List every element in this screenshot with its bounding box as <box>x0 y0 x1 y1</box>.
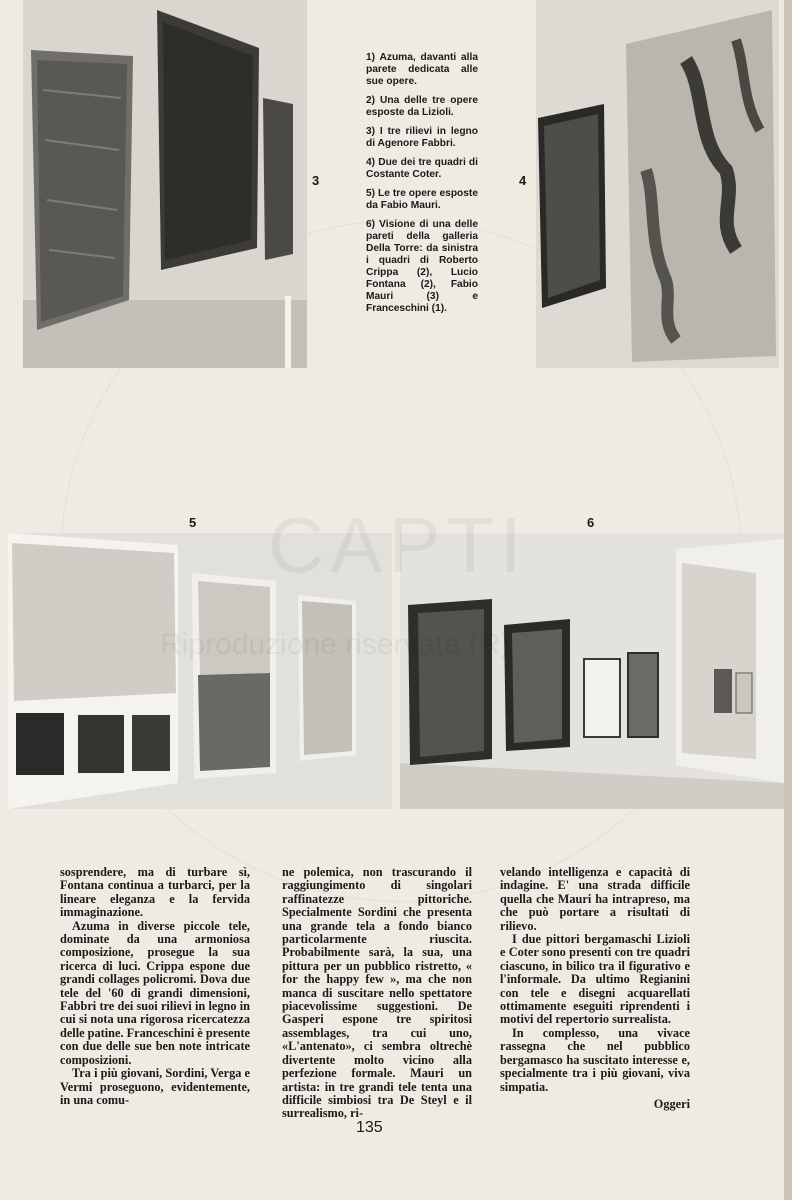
figure-number-4: 4 <box>519 173 527 188</box>
watermark-subtext: Riproduzione riservata (R) <box>160 628 511 661</box>
col1-paragraph-1: sosprendere, ma di turbare sì, Fontana continua a turbarci, per la lineare eleganza e la fervida immaginazione. <box>60 865 250 920</box>
figure-number-6: 6 <box>587 515 595 530</box>
photo-3-fabbri-reliefs <box>23 0 307 368</box>
col3-paragraph-3: In complesso, una vivace rassegna che nel pubblico bergamasco ha suscitato interesse e, specialmente tra i più giovani, viva simpatia. <box>500 1025 690 1094</box>
article-column-1 <box>60 866 250 1107</box>
col2-paragraph-1: ne polemica, non trascurando il raggiungimento di singolari raffinatezze pittoriche. Specialmente Sordini che presenta una grande tela a fondo bianco particolarmente riuscita. Probabilmente sarà, la sua, una pittura per un pubblico ristretto, « for the happy few », ma che non manca di suscitare nello spettatore piacevolissime suggestioni. De Gasperi espone tre spiritosi assemblages, tra cui uno, «L'antenato», ci sembra oltrechè divertente molto vicino alla perfezione formale. Mauri un artista: in tre grandi tele tenta una difficile simbiosi tra De Steyl e il surrealismo, ri- <box>282 865 472 1121</box>
photo-3-image <box>23 0 307 368</box>
photo-captions <box>366 52 478 322</box>
col3-paragraph-2: I due pittori bergamaschi Lizioli e Coter sono presenti con tre quadri ciascuno, in bilico tra il figurativo e l'informale. Da ultimo Regianini con tele e disegni acquarellati ottimamente eseguiti riprendenti i motivi del repertorio surrealista. <box>500 932 690 1027</box>
author-signature: Oggeri <box>653 1096 690 1111</box>
caption-1: 1) Azuma, davanti alla parete dedicata alle sue opere. <box>366 52 478 87</box>
caption-4: 4) Due dei tre quadri di Costante Coter. <box>366 157 478 180</box>
caption-2: 2) Una delle tre opere esposte da Lizioli. <box>366 95 478 118</box>
page-edge <box>784 0 792 1200</box>
col1-paragraph-3: Tra i più giovani, Sordini, Verga e Vermi proseguono, evidentemente, in una comu- <box>60 1066 250 1107</box>
figure-number-5: 5 <box>189 515 197 530</box>
caption-6: 6) Visione di una delle pareti della galleria Della Torre: da sinistra i quadri di Roberto Crippa (2), Lucio Fontana (2), Fabio Mauri (3) e Franceschini (1). <box>366 219 478 314</box>
col3-paragraph-1: velando intelligenza e capacità di indagine. E' una strada difficile quella che Mauri ha intrapreso, ma che può portare a risultati di rilievo. <box>500 865 690 933</box>
figure-number-3: 3 <box>312 173 320 188</box>
page-number: 135 <box>356 1119 383 1136</box>
caption-5: 5) Le tre opere esposte da Fabio Mauri. <box>366 188 478 211</box>
photo-4-image <box>536 0 779 368</box>
col1-paragraph-2: Azuma in diverse piccole tele, dominate da una armoniosa composizione, prosegue la sua ricerca di luci. Crippa espone due grandi collages policromi. Dova due tele del '60 di grandi dimensioni, Fabbri tre dei suoi rilievi in legno in cui si nota una rigorosa ricercatezza delle patine. Franceschini è presente con due delle sue ben note intricate composizioni. <box>60 918 251 1067</box>
photo-4-coter-paintings <box>536 0 779 368</box>
article-column-2 <box>282 866 472 1121</box>
article-column-3 <box>500 866 690 1111</box>
caption-3: 3) I tre rilievi in legno di Agenore Fabbri. <box>366 126 478 149</box>
watermark-logo: CAPTI <box>268 501 528 589</box>
